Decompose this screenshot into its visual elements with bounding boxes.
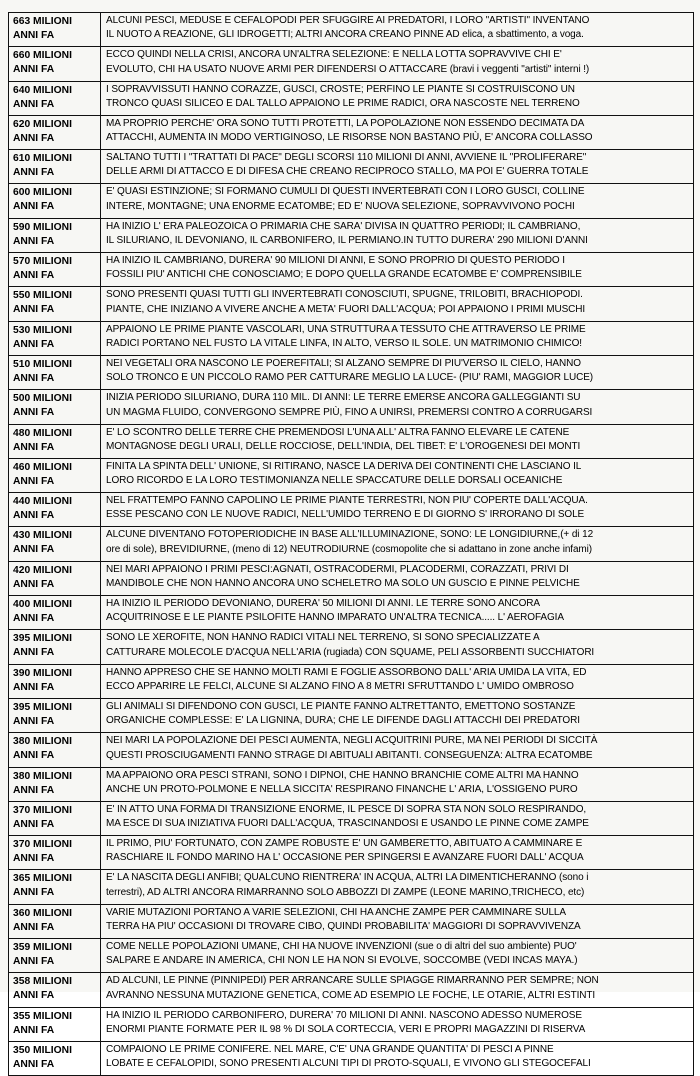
description-line: FINITA LA SPINTA DELL' UNIONE, SI RITIRANO, NASCE LA DERIVA DEI CONTINENTI CHE LASCIANO IL [106, 460, 582, 472]
description-cell [101, 767, 694, 801]
description-line: MA PROPRIO PERCHE' ORA SONO TUTTI PROTETTI, LA POPOLAZIONE NON ESSENDO DECIMATA DA [106, 117, 585, 129]
description-line: LORO RICORDO E LA LORO TESTIMONIANZA NELLE SPACCATURE DELLE DORSALI OCEANICHE [106, 475, 563, 487]
era-millions: 370 MILIONI [13, 804, 72, 816]
era-ago: ANNI FA [13, 1058, 55, 1070]
era-millions: 395 MILIONI [13, 633, 72, 645]
era-ago: ANNI FA [13, 1024, 55, 1036]
description-line: ALCUNI PESCI, MEDUSE E CEFALOPODI PER SFUGGIRE AI PREDATORI, I LORO "ARTISTI" INVENTANO [106, 15, 590, 26]
era-cell [9, 47, 101, 81]
description-line: ECCO APPARIRE LE FELCI, ALCUNE SI ALZANO FINO A 8 METRI SFRUTTANDO L' UMIDO OMBROSO [106, 680, 574, 692]
era-millions: 550 MILIONI [13, 290, 72, 302]
timeline-row [9, 218, 694, 252]
era-cell [9, 321, 101, 355]
description-line: HANNO APPRESO CHE SE HANNO MOLTI RAMI E FOGLIE ASSORBONO DALL' ARIA UMIDA LA VITA, ED [106, 666, 587, 678]
era-cell [9, 493, 101, 527]
timeline-row [9, 47, 694, 81]
description-cell [101, 424, 694, 458]
description-line: DELLE ARMI DI ATTACCO E DI DIFESA CHE CREANO RECIPROCO STALLO, MA POI E' GUERRA TOTALE [106, 166, 589, 178]
description-cell [101, 184, 694, 218]
era-cell [9, 527, 101, 561]
description-line: MANDIBOLE CHE NON HANNO ANCORA UNO SCHELETRO MA SOLO UN GUSCIO E PINNE PELVICHE [106, 578, 580, 590]
era-millions: 440 MILIONI [13, 496, 72, 508]
era-cell [9, 733, 101, 767]
era-millions: 380 MILIONI [13, 770, 72, 782]
description-line: CATTURARE MOLECOLE D'ACQUA NELL'ARIA (rugiada) CON SQUAME, PELI ASSORBENTI SUCCHIATORI [106, 646, 595, 658]
era-ago: ANNI FA [13, 98, 55, 110]
description-cell [101, 664, 694, 698]
description-line: terrestri), AD ALTRI ANCORA RIMARRANNO SOLO ABBOZZI DI ZAMPE (LEONE MARINO,TRICHECO, etc) [106, 886, 585, 898]
era-cell [9, 150, 101, 184]
description-cell [101, 973, 694, 1007]
era-millions: 590 MILIONI [13, 221, 72, 233]
timeline-row [9, 355, 694, 389]
timeline-row [9, 424, 694, 458]
timeline-table [8, 12, 694, 1076]
timeline-row [9, 939, 694, 973]
era-millions: 390 MILIONI [13, 667, 72, 679]
era-ago: ANNI FA [13, 132, 55, 144]
era-cell [9, 630, 101, 664]
timeline-row [9, 870, 694, 904]
description-line: IL NUOTO A REAZIONE, GLI IDROGETTI; ALTRI ANCORA CREANO PINNE AD elica, a sbattimento, a voga. [106, 29, 584, 41]
description-cell [101, 355, 694, 389]
description-line: E' LA NASCITA DEGLI ANFIBI; QUALCUNO RIENTRERA' IN ACQUA, ALTRI LA DIMENTICHERANNO (sono i [106, 872, 589, 884]
era-cell [9, 355, 101, 389]
description-line: MA ESCE DI SUA INIZIATIVA FUORI DALL'ACQUA, TRASCINANDOSI E USANDO LE PINNE COME ZAMPE [106, 818, 589, 830]
era-cell [9, 767, 101, 801]
description-line: GLI ANIMALI SI DIFENDONO CON GUSCI, LE PIANTE FANNO ALTRETTANTO, EMETTONO SOSTANZE [106, 700, 576, 712]
era-millions: 500 MILIONI [13, 393, 72, 405]
era-ago: ANNI FA [13, 338, 55, 350]
description-cell [101, 1041, 694, 1075]
era-cell [9, 115, 101, 149]
era-ago: ANNI FA [13, 887, 55, 899]
timeline-row [9, 836, 694, 870]
era-ago: ANNI FA [13, 64, 55, 76]
description-line: ATTACCHI, AUMENTA IN MODO VERTIGINOSO, LE RISORSE NON BASTANO PIÙ, E' ANCORA COLLASSO [106, 132, 593, 144]
description-line: ECCO QUINDI NELLA CRISI, ANCORA UN'ALTRA SELEZIONE: E NELLA LOTTA SOPRAVVIVE CHI E' [106, 49, 562, 61]
description-line: LOBATE E CEFALOPIDI, SONO PRESENTI ALCUNI TIPI DI PROTO-SQUALI, E VIVONO GLI STEGOCEFALI [106, 1058, 591, 1070]
description-cell [101, 493, 694, 527]
era-cell [9, 664, 101, 698]
description-line: AVRANNO NESSUNA MUTAZIONE GENETICA, COME AD ESEMPIO LE FOCHE, LE OTARIE, ALTRI ESTINTI [106, 989, 596, 1001]
era-ago: ANNI FA [13, 818, 55, 830]
description-cell [101, 390, 694, 424]
description-cell [101, 47, 694, 81]
era-ago: ANNI FA [13, 921, 55, 933]
description-line: UN MAGMA FLUIDO, CONVERGONO SEMPRE PIÙ, FINO A UNIRSI, PREMERSI CONTRO A CORRUGARSI [106, 406, 593, 418]
era-ago: ANNI FA [13, 715, 55, 727]
description-line: IL SILURIANO, IL DEVONIANO, IL CARBONIFERO, IL PERMIANO.IN TUTTO DURERA' 290 MILIONI D'ANNI [106, 235, 588, 247]
era-ago: ANNI FA [13, 201, 55, 213]
description-line: NEI MARI LA POPOLAZIONE DEI PESCI AUMENTA, NEGLI ACQUITRINI PURE, MA NEI PERIODI DI SICCITÀ [106, 735, 598, 747]
description-cell [101, 287, 694, 321]
description-cell [101, 939, 694, 973]
description-line: ALCUNE DIVENTANO FOTOPERIODICHE IN BASE ALL'ILLUMINAZIONE, SONO: LE LONGIDIURNE,(+ di 12 [106, 529, 594, 541]
description-line: SOLO TRONCO E UN PICCOLO RAMO PER CATTURARE MEGLIO LA LUCE- (PIU' RAMI, MAGGIOR LUCE) [106, 372, 593, 384]
description-cell [101, 561, 694, 595]
era-millions: 350 MILIONI [13, 1044, 72, 1056]
description-line: NEI MARI APPAIONO I PRIMI PESCI:AGNATI, OSTRACODERMI, PLACODERMI, CORAZZATI, PRIVI DI [106, 563, 569, 575]
description-cell [101, 150, 694, 184]
description-cell [101, 458, 694, 492]
description-cell [101, 870, 694, 904]
description-line: RASCHIARE IL FONDO MARINO HA L' OCCASIONE PER SPINGERSI E AVANZARE FUORI DALL' ACQUA [106, 852, 584, 864]
era-ago: ANNI FA [13, 956, 55, 968]
timeline-row [9, 184, 694, 218]
era-millions: 620 MILIONI [13, 118, 72, 130]
timeline-row [9, 458, 694, 492]
description-cell [101, 698, 694, 732]
description-line: INIZIA PERIODO SILURIANO, DURA 110 MIL. DI ANNI: LE TERRE EMERSE ANCORA GALLEGGIANTI SU [106, 392, 581, 404]
description-cell [101, 836, 694, 870]
description-line: AD ALCUNI, LE PINNE (PINNIPEDI) PER ARRANCARE SULLE SPIAGGE RIMARRANNO PER SEMPRE; NON [106, 975, 599, 987]
timeline-row [9, 767, 694, 801]
description-line: SONO LE XEROFITE, NON HANNO RADICI VITALI NEL TERRENO, SI SONO SPECIALIZZATE A [106, 632, 540, 644]
description-line: HA INIZIO IL CAMBRIANO, DURERA' 90 MILIONI DI ANNI, E SONO PROPRIO DI QUESTO PERIODO I [106, 255, 565, 267]
description-line: VARIE MUTAZIONI PORTANO A VARIE SELEZIONI, CHI HA ANCHE ZAMPE PER CAMMINARE SULLA [106, 906, 566, 918]
era-millions: 360 MILIONI [13, 907, 72, 919]
era-ago: ANNI FA [13, 544, 55, 556]
era-cell [9, 390, 101, 424]
era-millions: 355 MILIONI [13, 1010, 72, 1022]
description-line: E' QUASI ESTINZIONE; SI FORMANO CUMULI DI QUESTI INVERTEBRATI CON I LORO GUSCI, COLLINE [106, 186, 585, 198]
era-millions: 430 MILIONI [13, 530, 72, 542]
era-millions: 359 MILIONI [13, 942, 72, 954]
era-millions: 420 MILIONI [13, 564, 72, 576]
description-line: ACQUITRINOSE E LE PIANTE PSILOFITE HANNO IMPARATO UN'ALTRA TECNICA..... L' AEROFAGIA [106, 612, 564, 624]
description-line: MONTAGNOSE DEGLI URALI, DELLE ROCCIOSE, DELL'INDIA, DEL TIBET: E' L'OROGENESI DEI MONTI [106, 440, 581, 452]
timeline-row [9, 1041, 694, 1075]
era-ago: ANNI FA [13, 853, 55, 865]
timeline-row [9, 493, 694, 527]
timeline-row [9, 13, 694, 47]
description-cell [101, 527, 694, 561]
era-ago: ANNI FA [13, 578, 55, 590]
description-line: ENORMI PIANTE FORMATE PER IL 98 % DI SOLA CORTECCIA, VERI E PROPRI MAGAZZINI DI RISERVA [106, 1023, 586, 1035]
description-cell [101, 253, 694, 287]
description-line: EVOLUTO, CHI HA USATO NUOVE ARMI PER DIFENDERSI O ATTACCARE (bravi i veggenti "artisti" interni !) [106, 63, 590, 75]
timeline-row [9, 596, 694, 630]
era-millions: 640 MILIONI [13, 84, 72, 96]
description-line: HA INIZIO IL PERIODO CARBONIFERO, DURERA' 70 MILIONI DI ANNI. NASCONO ADESSO NUMEROSE [106, 1009, 582, 1021]
era-millions: 460 MILIONI [13, 461, 72, 473]
description-line: COME NELLE POPOLAZIONI UMANE, CHI HA NUOVE INVENZIONI (sue o di altri del suo ambiente) PUO' [106, 941, 577, 953]
description-line: QUESTI PROSCIUGAMENTI FANNO STRAGE DI ABITUALI ABITANTI. CONSEGUENZA: ALTRA ECATOMBE [106, 749, 593, 761]
era-ago: ANNI FA [13, 372, 55, 384]
description-line: MA APPAIONO ORA PESCI STRANI, SONO I DIPNOI, CHE HANNO BRANCHIE COME ALTRI MA HANNO [106, 769, 579, 781]
description-line: E' LO SCONTRO DELLE TERRE CHE PREMENDOSI L'UNA ALL' ALTRA FANNO ELEVARE LE CATENE [106, 426, 570, 438]
era-ago: ANNI FA [13, 235, 55, 247]
description-line: HA INIZIO L' ERA PALEOZOICA O PRIMARIA CHE SARA' DIVISA IN QUATTRO PERIODI; IL CAMBRIANO, [106, 220, 581, 232]
era-millions: 380 MILIONI [13, 736, 72, 748]
era-millions: 480 MILIONI [13, 427, 72, 439]
era-ago: ANNI FA [13, 30, 55, 41]
timeline-row [9, 81, 694, 115]
timeline-row [9, 527, 694, 561]
era-cell [9, 81, 101, 115]
era-cell [9, 698, 101, 732]
era-ago: ANNI FA [13, 784, 55, 796]
description-line: RADICI PORTANO NEL FUSTO LA VITALE LINFA, IN ALTO, VERSO IL SOLE. UN MATRIMONIO CHIMICO! [106, 337, 582, 349]
timeline-body [9, 13, 694, 1076]
era-ago: ANNI FA [13, 441, 55, 453]
era-millions: 395 MILIONI [13, 701, 72, 713]
description-cell [101, 218, 694, 252]
description-cell [101, 81, 694, 115]
description-cell [101, 13, 694, 47]
description-line: ore di sole), BREVIDIURNE, (meno di 12) NEUTRODIURNE (cosmopolite che si adattano in zone anche infami) [106, 543, 593, 555]
description-line: I SOPRAVVISSUTI HANNO CORAZZE, GUSCI, CROSTE; PERFINO LE PIANTE SI COSTRUISCONO UN [106, 83, 575, 95]
description-line: NEI VEGETALI ORA NASCONO LE POEREFITALI; SI ALZANO SEMPRE DI PIU'VERSO IL CIELO, HANNO [106, 357, 581, 369]
era-ago: ANNI FA [13, 270, 55, 282]
timeline-row [9, 150, 694, 184]
description-line: E' IN ATTO UNA FORMA DI TRANSIZIONE ENORME, IL PESCE DI SOPRA STA NON SOLO RESPIRANDO, [106, 803, 587, 815]
description-line: ORGANICHE COMPLESSE: E' LA LIGNINA, DURA; CHE LE DIFENDE DAGLI ATTACCHI DEI PREDATORI [106, 715, 580, 727]
description-line: COMPAIONO LE PRIME CONIFERE. NEL MARE, C'E' UNA GRANDE QUANTITA' DI PESCI A PINNE [106, 1043, 554, 1055]
description-cell [101, 801, 694, 835]
description-line: INTERE, MONTAGNE; UNA ENORME ECATOMBE; ED E' NUOVA SELEZIONE, SOPRAVVIVONO POCHI [106, 200, 575, 212]
timeline-row [9, 287, 694, 321]
timeline-row [9, 904, 694, 938]
description-cell [101, 1007, 694, 1041]
era-millions: 610 MILIONI [13, 153, 72, 165]
era-cell [9, 458, 101, 492]
era-ago: ANNI FA [13, 510, 55, 522]
description-cell [101, 596, 694, 630]
description-line: SALPARE E ANDARE IN AMERICA, CHI NON LE HA NON SI EVOLVE, SOCCOMBE (VEDI INCAS MAYA.) [106, 955, 578, 967]
era-ago: ANNI FA [13, 407, 55, 419]
era-millions: 660 MILIONI [13, 50, 72, 62]
description-line: HA INIZIO IL PERIODO DEVONIANO, DURERA' 50 MILIONI DI ANNI. LE TERRE SONO ANCORA [106, 598, 541, 610]
description-line: SALTANO TUTTI I "TRATTATI DI PACE" DEGLI SCORSI 110 MILIONI DI ANNI, AVVIENE IL "PROLIFERARE" [106, 152, 587, 164]
era-cell [9, 1007, 101, 1041]
era-ago: ANNI FA [13, 750, 55, 762]
timeline-row [9, 733, 694, 767]
description-cell [101, 321, 694, 355]
era-millions: 600 MILIONI [13, 187, 72, 199]
description-line: TRONCO QUASI SILICEO E DAL TALLO APPAIONO LE PRIME RADICI, ORA NASCOSTE NEL TERRENO [106, 97, 580, 109]
timeline-row [9, 973, 694, 1007]
description-line: PIANTE, CHE INIZIANO A VIVERE ANCHE A META' FUORI DALL'ACQUA; POI APPAIONO I PRIMI MUSCHI [106, 303, 586, 315]
timeline-row [9, 1007, 694, 1041]
timeline-row [9, 801, 694, 835]
description-cell [101, 733, 694, 767]
era-cell [9, 596, 101, 630]
era-millions: 570 MILIONI [13, 256, 72, 268]
era-ago: ANNI FA [13, 304, 55, 316]
timeline-row [9, 115, 694, 149]
timeline-row [9, 321, 694, 355]
era-millions: 663 MILIONI [13, 16, 72, 27]
description-cell [101, 904, 694, 938]
era-cell [9, 184, 101, 218]
era-cell [9, 424, 101, 458]
description-line: SONO PRESENTI QUASI TUTTI GLI INVERTEBRATI CONOSCIUTI, SPUGNE, TRILOBITI, BRACHIOPODI. [106, 289, 583, 301]
description-line: APPAIONO LE PRIME PIANTE VASCOLARI, UNA STRUTTURA A TESSUTO CHE ATTRAVERSO LE PRIME [106, 323, 586, 335]
era-ago: ANNI FA [13, 613, 55, 625]
era-cell [9, 1041, 101, 1075]
era-ago: ANNI FA [13, 167, 55, 179]
description-line: ESSE PESCANO CON LE NUOVE RADICI, NELL'UMIDO TERRENO E DI GIORNO S' IRRORANO DI SOLE [106, 509, 585, 521]
timeline-row [9, 630, 694, 664]
era-cell [9, 973, 101, 1007]
era-millions: 370 MILIONI [13, 839, 72, 851]
era-ago: ANNI FA [13, 990, 55, 1002]
era-ago: ANNI FA [13, 647, 55, 659]
era-ago: ANNI FA [13, 475, 55, 487]
description-line: FOSSILI PIU' ANTICHI CHE CONOSCIAMO; E DOPO QUELLA GRANDE ECATOMBE E' COMPRENSIBILE [106, 269, 582, 281]
era-millions: 510 MILIONI [13, 358, 72, 370]
timeline-row [9, 698, 694, 732]
timeline-row [9, 253, 694, 287]
era-millions: 358 MILIONI [13, 976, 72, 988]
era-cell [9, 287, 101, 321]
era-millions: 400 MILIONI [13, 599, 72, 611]
era-millions: 530 MILIONI [13, 324, 72, 336]
description-line: NEL FRATTEMPO FANNO CAPOLINO LE PRIME PIANTE TERRESTRI, NON PIU' COPERTE DALL'ACQUA. [106, 495, 588, 507]
timeline-row [9, 664, 694, 698]
era-cell [9, 939, 101, 973]
timeline-row [9, 390, 694, 424]
era-cell [9, 836, 101, 870]
era-cell [9, 253, 101, 287]
description-line: IL PRIMO, PIU' FORTUNATO, CON ZAMPE ROBUSTE E' UN GAMBERETTO, ABITUATO A CAMMINARE E [106, 838, 583, 850]
description-cell [101, 115, 694, 149]
era-cell [9, 13, 101, 47]
era-cell [9, 870, 101, 904]
description-line: ANCHE UN PROTO-POLMONE E NELLA SICCITA' RESPIRANO FINANCHE L' ARIA, L'OSSIGENO PURO [106, 783, 578, 795]
era-cell [9, 561, 101, 595]
description-cell [101, 630, 694, 664]
era-cell [9, 801, 101, 835]
era-ago: ANNI FA [13, 681, 55, 693]
timeline-row [9, 561, 694, 595]
era-cell [9, 218, 101, 252]
description-line: TERRA HA PIU' OCCASIONI DI TROVARE CIBO, QUINDI PROBABILITA' MAGGIORI DI SOPRAVVIVENZA [106, 921, 581, 933]
era-cell [9, 904, 101, 938]
era-millions: 365 MILIONI [13, 873, 72, 885]
